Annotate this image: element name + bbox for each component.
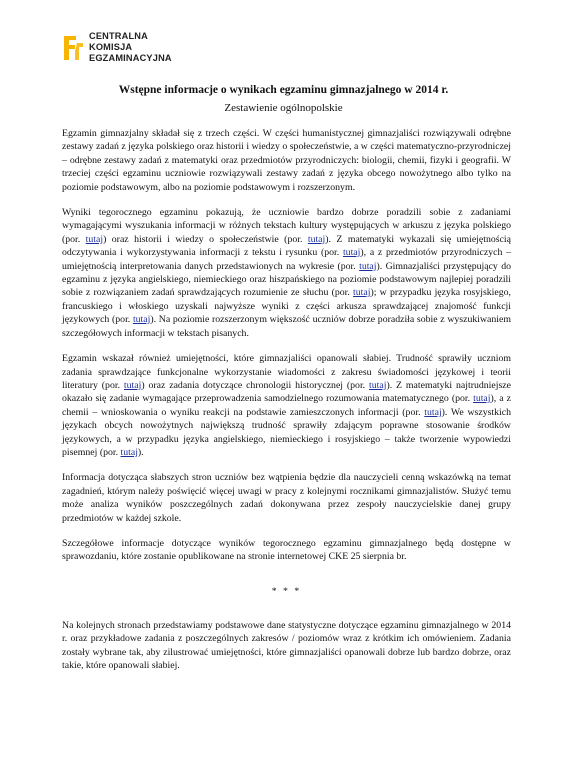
paragraph-text: ). Gimnazjaliści przystępujący do egzaminu z języka angielskiego, niemieckiego oraz hiszpańskiego na poziomie podstawowym najlepiej poradzili sobie z rozwiązaniem zadań sprawdzających rozumienie ze słuchu (por. [62, 260, 511, 299]
reference-link[interactable]: tutaj [307, 233, 326, 245]
paragraph-text: ). Na poziomie rozszerzonym większość uczniów dobrze poradziła sobie z wyszukiwaniem szczegółowych informacji w tekstach pisanych. [62, 314, 511, 339]
logo-line-1: CENTRALNA [89, 31, 148, 41]
paragraph-text: Egzamin gimnazjalny składał się z trzech części. W części humanistycznej gimnazjaliści rozwiązywali odrębne zestawy zadań z języka polskiego oraz historii i wiedzy o społeczeństwie, a w części matematyczno-przyrodniczej – odrębne zestawy zadań z matematyki oraz przedmiotów przyrodniczych: biologii, chemii, fizyki i geografii. W trzeciej części egzaminu uczniowie rozwiązywali zestawy zadań z języka obcego nowożytnego albo tylko na poziomie podstawowym, albo na poziomie podstawowym i rozszerzonym. [62, 128, 511, 193]
logo-shape [64, 36, 76, 60]
cke-logo-mark-icon [62, 33, 84, 63]
paragraph-5 [62, 537, 511, 564]
section-separator: * * * [271, 585, 302, 597]
document-title: Wstępne informacje o wynikach egzaminu gimnazjalnego w 2014 r. [118, 84, 449, 96]
paragraphs [62, 127, 511, 564]
paragraph-3 [62, 352, 511, 459]
paragraph-text: ). Z matematyki wykazali się umiejętnością odczytywania i wykorzystywania informacji z tekstu i rysunku (por. [62, 233, 512, 259]
reference-link[interactable]: tutaj [473, 393, 491, 405]
logo-line-2: KOMISJA [89, 42, 133, 52]
closing-paragraph-1 [62, 619, 511, 673]
paragraph-text: ). Z matematyki najtrudniejsze okazało się zadanie wymagające przeprowadzenia samodzielnego rozumowania matematycznego (por. [62, 379, 511, 405]
paragraph-2 [62, 206, 511, 340]
reference-link[interactable]: tutaj [353, 287, 371, 299]
logo-line-3: EGZAMINACYJNA [89, 53, 172, 63]
cke-logo [62, 31, 202, 65]
document-subtitle: Zestawienie ogólnopolskie [224, 102, 343, 114]
reference-link[interactable]: tutaj [342, 247, 361, 259]
reference-link[interactable]: tutaj [132, 314, 151, 326]
paragraph-text: ); w przypadku języka rosyjskiego, francuskiego i włoskiego uzyskali najwyższe wyniki z części arkusza sprawdzającej znajomość funkcji językowych (por. [62, 287, 511, 326]
paragraph-text: ). [137, 446, 144, 458]
paragraph-1 [62, 127, 511, 194]
paragraph-text: Egzamin wskazał również umiejętności, które gimnazjaliści opanowali słabiej. Trudność sprawiły uczniom zadania sprawdzające funkcjonalne wykorzystanie wiadomości z zakresu świadomości językowej i teorii literatury (por. [62, 353, 511, 391]
reference-link[interactable]: tutaj [424, 406, 442, 418]
closing-paragraphs [62, 619, 511, 673]
paragraph-text: Na kolejnych stronach przedstawiamy podstawowe dane statystyczne dotyczące egzaminu gimnazjalnego w 2014 r. oraz przykładowe zadania z poszczególnych zakresów / poziomów wraz z krótkim ich omówieniem. Zadania zostały wybrane tak, aby zilustrować umiejętności, które gimnazjaliści opanowali dobrze lub bardzo dobrze, oraz takie, które opanowali słabiej. [62, 619, 511, 671]
reference-link[interactable]: tutaj [85, 233, 104, 245]
paragraph-text: ). We wszystkich językach obcych nowożytnych największą trudność sprawiły zdającym poprawne stosowanie środków językowych, a w przypadku języka angielskiego, niemieckiego i rosyjskiego – także tworzenie wypowiedzi pisemnej (por. [62, 406, 511, 458]
document-body [62, 127, 511, 684]
paragraph-text: ) oraz historii i wiedzy o społeczeństwie (por. [103, 233, 308, 245]
logo-text [89, 31, 172, 64]
reference-link[interactable]: tutaj [123, 379, 142, 391]
paragraph-text: Wyniki tegorocznego egzaminu pokazują, że uczniowie bardzo dobrze poradzili sobie z zadaniami wymagającymi wyszukania informacji w różnych tekstach kultury występujących w arkuszu z języka polskiego (por. [62, 207, 511, 245]
paragraph-4 [62, 471, 511, 525]
paragraph-text: Szczegółowe informacje dotyczące wyników tegorocznego egzaminu gimnazjalnego będą dostępne w sprawozdaniu, które zostanie opublikowane na stronie internetowej CKE 25 sierpnia br. [62, 537, 511, 563]
reference-link[interactable]: tutaj [369, 379, 387, 391]
paragraph-text: ), a z chemii – wnioskowania o wyniku reakcji na podstawie zamieszczonych informacji (por. [62, 393, 511, 418]
paragraph-text: Informacja dotycząca słabszych stron uczniów bez wątpienia będzie dla nauczycieli cenną wskazówką na temat zagadnień, którym należy poświęcić więcej uwagi w pracy z kolejnymi rocznikami gimnazjalistów. Służyć temu może analiza wyników poszczególnych zadań dokonywana przez zespoły nauczycielskie danej grupy przedmiotów w każdej szkole. [62, 472, 511, 524]
paragraph-text: ), a z przedmiotów przyrodniczych – umiejętnością interpretowania danych przedstawionych na wykresie (por. [62, 247, 511, 272]
reference-link[interactable]: tutaj [359, 260, 377, 272]
reference-link[interactable]: tutaj [120, 446, 138, 458]
paragraph-text: ) oraz zadania dotyczące chronologii historycznej (por. [141, 379, 370, 391]
logo-shape-accent [75, 43, 83, 60]
